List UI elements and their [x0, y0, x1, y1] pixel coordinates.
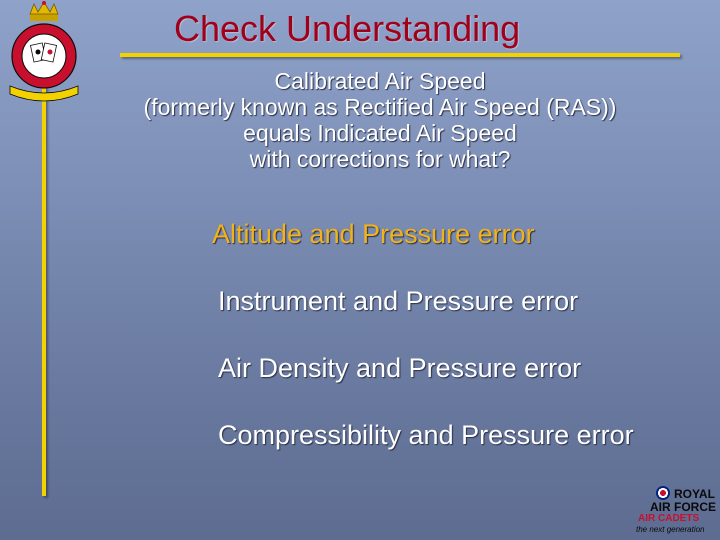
question-line: Calibrated Air Speed: [274, 68, 486, 94]
answer-option-air-density[interactable]: Air Density and Pressure error: [218, 353, 582, 383]
answer-option-compressibility[interactable]: Compressibility and Pressure error: [218, 420, 634, 450]
left-accent-bar: [42, 58, 46, 496]
raf-air-cadets-logo: [632, 484, 718, 538]
title-underline: [120, 53, 680, 57]
answer-option-altitude[interactable]: Altitude and Pressure error: [212, 219, 535, 249]
answer-option-instrument[interactable]: Instrument and Pressure error: [218, 286, 579, 316]
question-text: [60, 68, 700, 172]
question-line: (formerly known as Rectified Air Speed (RAS)): [143, 94, 617, 120]
question-line: with corrections for what?: [249, 146, 511, 172]
raf-logo-line: AIR CADETS: [638, 513, 700, 524]
question-line: equals Indicated Air Speed: [243, 120, 517, 146]
slide-title: Check Understanding: [174, 8, 521, 49]
raf-logo-line: AIR FORCE: [650, 500, 716, 514]
raf-logo-line: ROYAL: [674, 487, 715, 501]
raf-logo-tagline: the next generation: [636, 525, 705, 534]
crown-icon: [30, 1, 58, 21]
raf-roundel-icon: [656, 486, 670, 500]
